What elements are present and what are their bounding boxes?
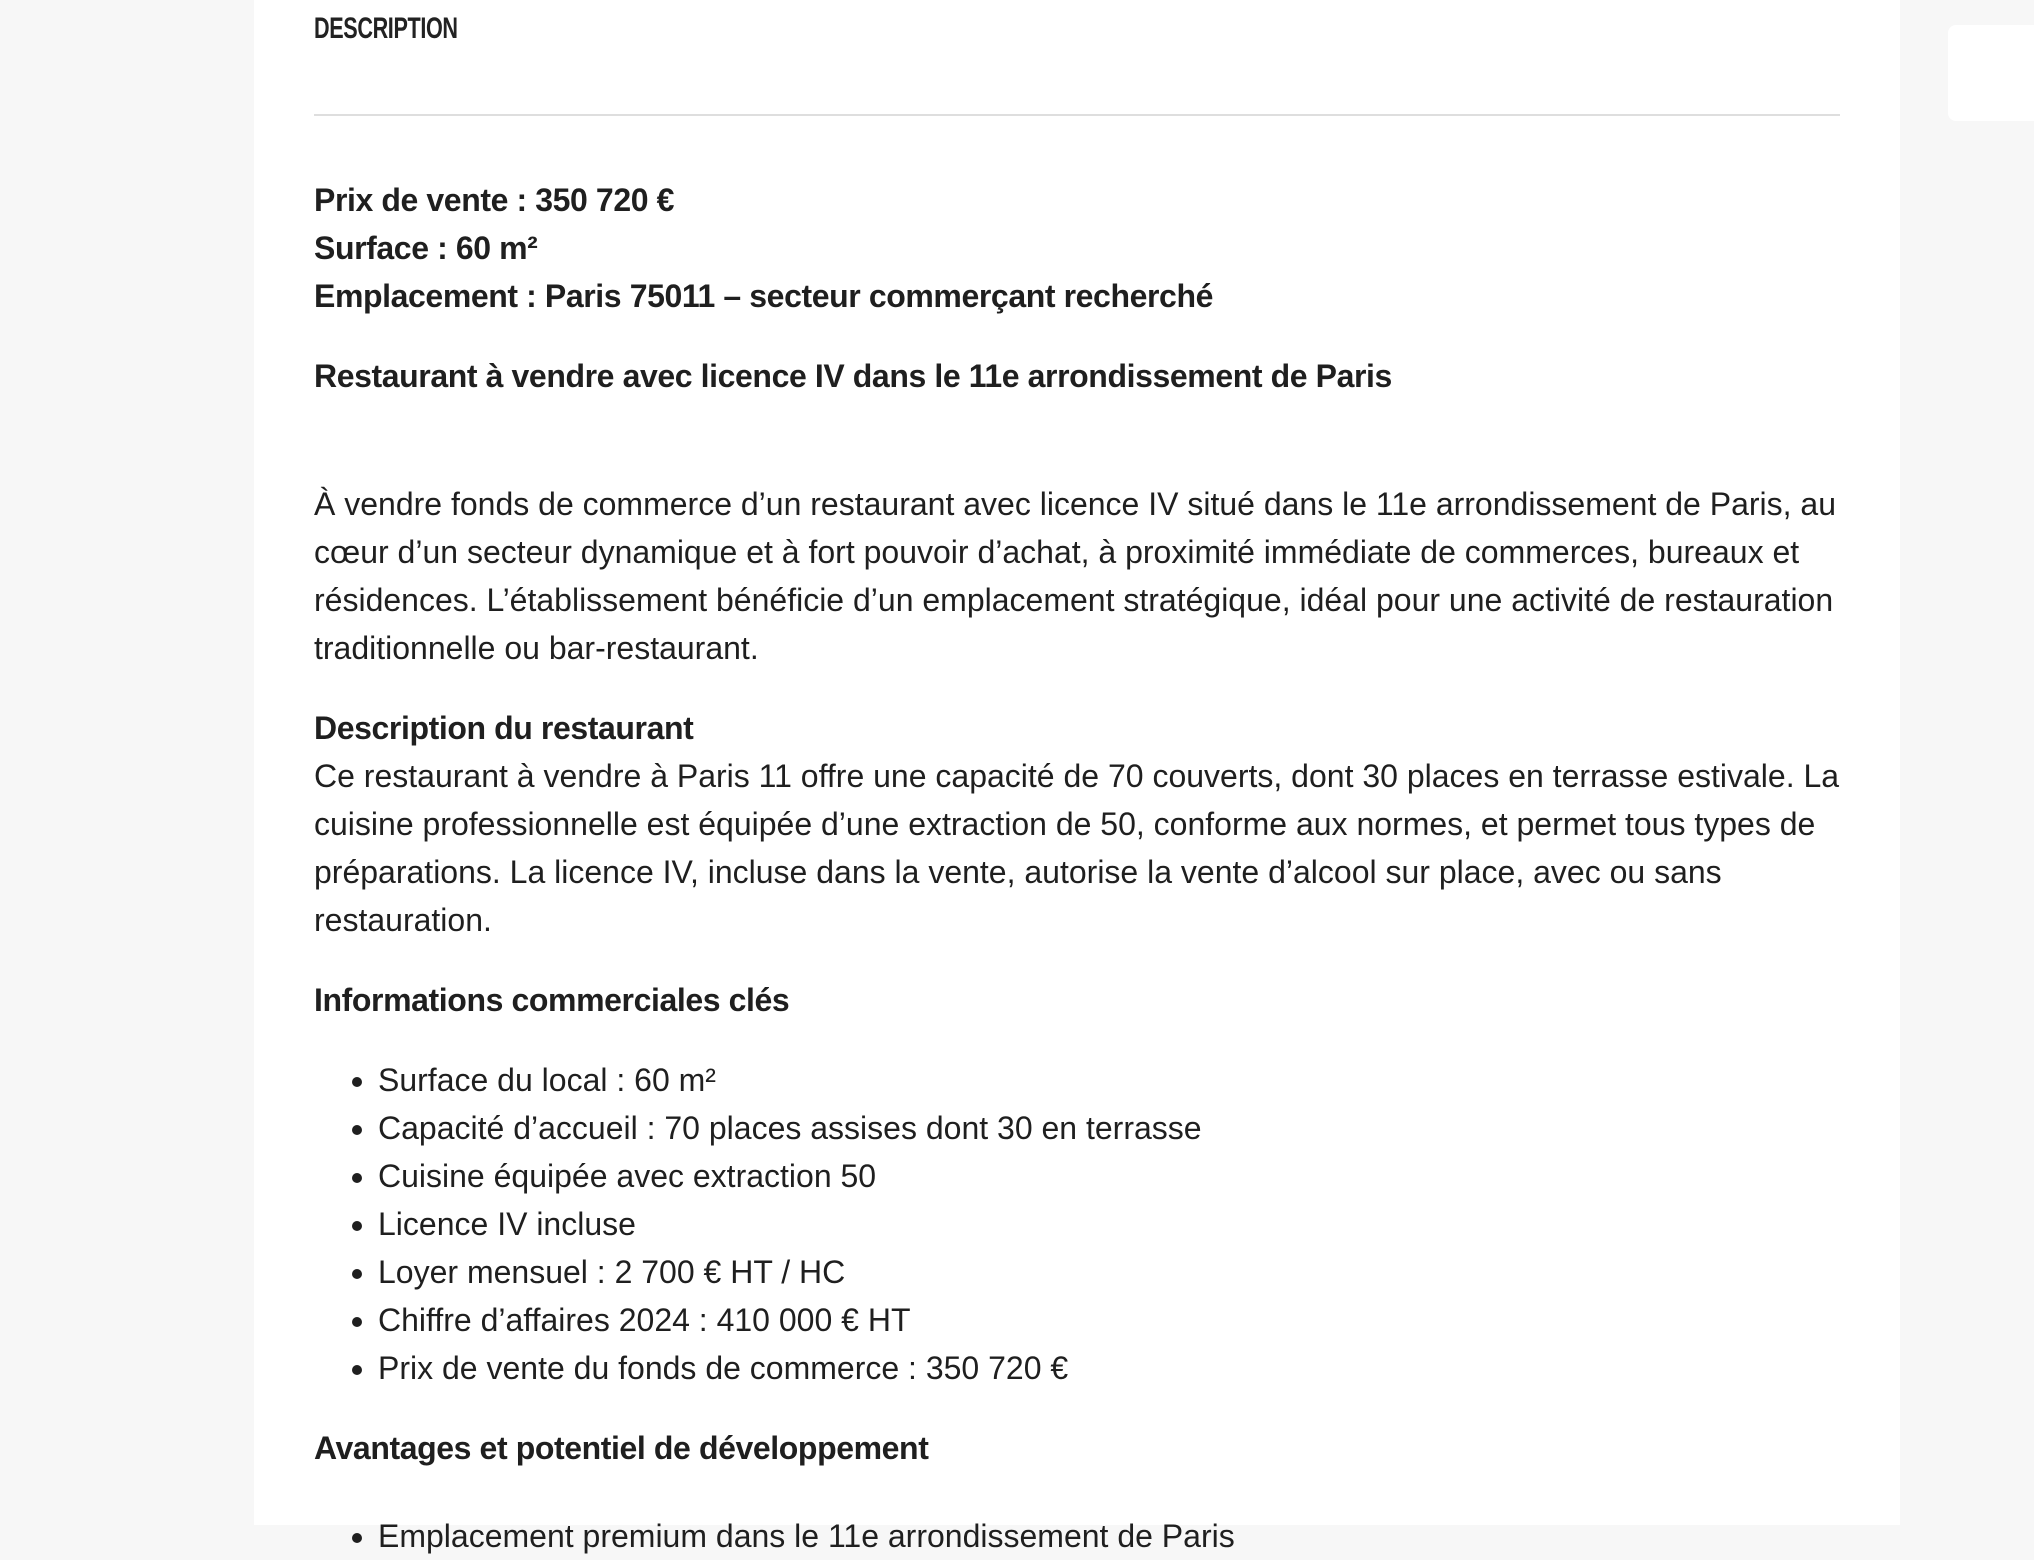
list-item: • Loyer mensuel : 2 700 € HT / HC — [378, 1248, 1840, 1296]
list-item: • Prix de vente du fonds de commerce : 350 720 € — [378, 1344, 1840, 1392]
intro-paragraph: À vendre fonds de commerce d’un restaurant avec licence IV situé dans le 11e arrondissement de Paris, au cœur d’un secteur dynamique et à fort pouvoir d’achat, à proximité immédiate de commerces, bureaux et résidences. L’établissement bénéficie d’un emplacement stratégique, idéal pour une activité de restauration traditionnelle ou bar-restaurant. — [314, 486, 1837, 666]
listing-summary — [314, 176, 1840, 320]
list-item: • Emplacement premium dans le 11e arrondissement de Paris — [378, 1512, 1840, 1560]
summary-price: Prix de vente : 350 720 € — [314, 182, 675, 218]
section-title: DESCRIPTION — [314, 12, 458, 45]
sidebar-card — [1948, 25, 2034, 121]
intro-heading: Restaurant à vendre avec licence IV dans le 11e arrondissement de Paris — [314, 358, 1392, 394]
section-divider — [314, 114, 1840, 116]
summary-location: Emplacement : Paris 75011 – secteur commerçant recherché — [314, 278, 1213, 314]
advantages-heading: Avantages et potentiel de développement — [314, 1430, 929, 1466]
description-body — [314, 176, 1840, 1560]
restaurant-paragraph: Ce restaurant à vendre à Paris 11 offre une capacité de 70 couverts, dont 30 places en terrasse estivale. La cuisine professionnelle est équipée d’une extraction de 50, conforme aux normes, et permet tous types de préparations. La licence IV, incluse dans la vente, autorise la vente d’alcool sur place, avec ou sans restauration. — [314, 758, 1840, 938]
list-item: • Cuisine équipée avec extraction 50 — [378, 1152, 1840, 1200]
key-info-heading: Informations commerciales clés — [314, 982, 790, 1018]
key-info-list — [314, 1056, 1840, 1392]
restaurant-heading: Description du restaurant — [314, 710, 694, 746]
advantages-list — [314, 1512, 1840, 1560]
list-item: • Chiffre d’affaires 2024 : 410 000 € HT — [378, 1296, 1840, 1344]
listing-description-card — [254, 0, 1900, 1554]
list-item: • Licence IV incluse — [378, 1200, 1840, 1248]
list-item: • Surface du local : 60 m² — [378, 1056, 1840, 1104]
summary-surface: Surface : 60 m² — [314, 230, 538, 266]
list-item: • Capacité d’accueil : 70 places assises dont 30 en terrasse — [378, 1104, 1840, 1152]
